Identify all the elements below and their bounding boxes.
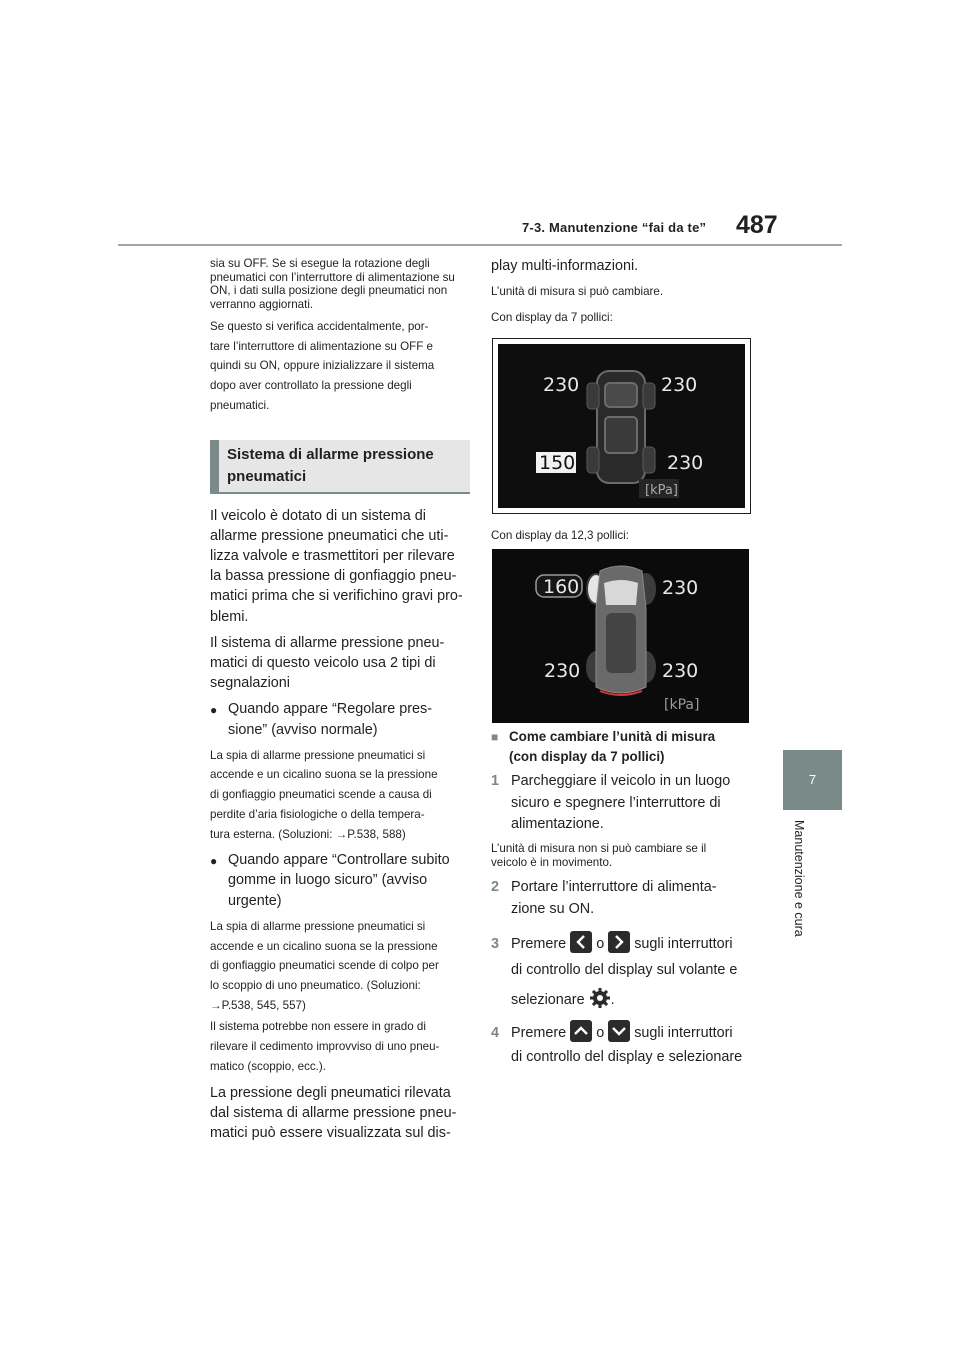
bullet-item (210, 699, 470, 739)
text-line: Come cambiare l’unità di misura (509, 729, 716, 744)
text-line: gomme in luogo sicuro” (avviso (228, 872, 428, 889)
chevron-up-icon (570, 1020, 592, 1042)
header-divider (118, 244, 842, 246)
text-line: dal sistema di allarme pressione pneu- (210, 1104, 457, 1121)
text-line: pneumatici. (210, 398, 270, 412)
text-line: di controllo del display e selezionare (511, 1048, 743, 1065)
text-fragment: Premere (511, 935, 567, 952)
tire-value-rear-right: 230 (662, 660, 699, 682)
text-line: sione” (avviso normale) (228, 721, 378, 738)
step-2 (491, 877, 756, 920)
text-line: veicolo è in movimento. (491, 855, 613, 869)
chevron-right-icon (608, 931, 630, 953)
text-line: Il sistema potrebbe non essere in grado di (210, 1020, 426, 1034)
text-line: tare l’interruttore di alimentazione su OFF e (210, 339, 433, 353)
section-heading: Sistema di allarme pressione pneumatici (210, 440, 470, 494)
left-column (210, 257, 470, 1143)
unit-label: [kPa] (645, 483, 678, 498)
text-line: matici può essere visualizzata sul dis- (210, 1124, 451, 1141)
paragraph: play multi-informazioni. (491, 258, 639, 274)
text-line: matico (scoppio, ecc.). (210, 1059, 326, 1073)
bullet-icon: ● (210, 703, 218, 718)
note (210, 917, 470, 1016)
paragraph (210, 506, 470, 627)
tire-value-front-right: 230 (662, 577, 699, 599)
text-fragment: o (596, 935, 605, 952)
note (491, 842, 756, 869)
text-line: dopo aver controllato la pressione degli (210, 379, 412, 393)
text-line: La spia di allarme pressione pneumatici si (210, 919, 426, 933)
text-line: Quando appare “Controllare subito (228, 852, 450, 869)
step-number: 3 (491, 935, 500, 952)
text-line: quindi su ON, oppure inizializzare il sistema (210, 359, 435, 373)
step-1 (491, 771, 756, 836)
step-number: 4 (491, 1024, 500, 1041)
text-line: di gonfiaggio pneumatici scende a causa di (210, 788, 432, 802)
text-line: blemi. (210, 608, 249, 625)
text-line: lo scoppio di uno pneumatico. (Soluzioni: (210, 978, 421, 992)
tire-value-front-left: 230 (543, 374, 580, 396)
text-line: segnalazioni (210, 675, 291, 692)
text-fragment: sugli interruttori (634, 935, 733, 952)
text-line: la bassa pressione di gonfiaggio pneu- (210, 568, 457, 585)
text-line: Il sistema di allarme pressione pneu- (210, 634, 445, 651)
text-fragment: selezionare (511, 991, 585, 1008)
square-bullet-icon: ■ (491, 730, 499, 744)
text-line: Se questo si verifica accidentalmente, por- (210, 320, 429, 333)
tire-pressure-display-7in (492, 338, 751, 514)
text-line: matici prima che si verifichino gravi pro- (210, 588, 463, 605)
note (210, 746, 470, 845)
text-line: accende e un cicalino suona se la pressione (210, 939, 438, 953)
section-title: 7-3. Manutenzione “fai da te” (522, 220, 707, 235)
step-number: 1 (491, 773, 500, 789)
unit-label: [kPa] (664, 697, 700, 713)
chevron-down-icon (608, 1020, 630, 1042)
tire-value-rear-left: 230 (544, 660, 581, 682)
text-line: urgente) (228, 892, 282, 909)
text-line: accende e un cicalino suona se la pressione (210, 768, 438, 782)
step-number: 2 (491, 879, 500, 896)
tire-value-front-left: 160 (543, 576, 580, 598)
text-line: perdite d’aria fisiologiche o della tempera- (210, 807, 425, 821)
tire-value-rear-right: 230 (667, 452, 704, 474)
text-line: Portare l’interruttore di alimenta- (511, 879, 717, 896)
text-line: La pressione degli pneumatici rilevata (210, 1084, 451, 1101)
text-line: lizza valvole e trasmettitori per rilevare (210, 547, 455, 564)
text-fragment: . (610, 991, 615, 1008)
text-fragment: sugli interruttori (634, 1024, 733, 1041)
text-line: sicuro e spegnere l’interruttore di (511, 794, 721, 811)
text-line: Il veicolo è dotato di un sistema di (210, 507, 426, 524)
text-line: alimentazione. (511, 816, 604, 833)
subheading (491, 727, 756, 767)
step-3 (491, 931, 756, 1013)
text-line: allarme pressione pneumatici che uti- (210, 527, 449, 544)
note: L’unità di misura si può cambiare. (491, 285, 664, 299)
text-line: matici di questo veicolo usa 2 tipi di (210, 654, 436, 671)
step-4 (491, 1021, 756, 1069)
figure-caption: Con display da 12,3 pollici: (491, 529, 629, 542)
chapter-tab: 7 (783, 750, 842, 810)
paragraph: sia su OFF. Se si esegue la rotazione degli pneumatici con l’interruttore di alimentazione su ON, i dati sulla posizione degli pneumatici non verranno aggiornati. (210, 257, 455, 311)
paragraph (210, 1083, 470, 1144)
bullet-item (210, 850, 470, 911)
text-line: rilevare il cedimento improvviso di uno pneu- (210, 1040, 440, 1054)
tire-pressure-figure-12in (492, 549, 749, 723)
text-line: tura esterna. (Soluzioni: →P.538, 588) (210, 827, 406, 841)
text-line: →P.538, 545, 557) (210, 998, 306, 1012)
figure-caption: Con display da 7 pollici: (491, 310, 613, 324)
right-column (491, 256, 753, 328)
paragraph (210, 633, 470, 694)
text-line: L’unità di misura non si può cambiare se il (491, 842, 707, 856)
bullet-icon: ● (210, 854, 218, 869)
text-fragment: Premere (511, 1024, 567, 1041)
text-fragment: o (596, 1024, 605, 1041)
tire-value-front-right: 230 (661, 374, 698, 396)
paragraph (210, 317, 470, 416)
right-column-steps (491, 727, 756, 1069)
text-line: (con display da 7 pollici) (509, 749, 665, 764)
text-line: zione su ON. (511, 900, 595, 917)
chevron-left-icon (570, 931, 592, 953)
note (210, 1017, 470, 1076)
chapter-label: Manutenzione e cura (792, 820, 806, 937)
text-line: Quando appare “Regolare pres- (228, 701, 432, 718)
text-line: di gonfiaggio pneumatici scende di colpo per (210, 959, 439, 973)
page-number: 487 (736, 211, 778, 239)
text-line: Parcheggiare il veicolo in un luogo (511, 773, 731, 789)
right-column-caption2 (491, 526, 753, 546)
text-line: La spia di allarme pressione pneumatici si (210, 748, 426, 762)
tire-value-rear-left: 150 (539, 452, 576, 474)
text-line: di controllo del display sul volante e (511, 961, 738, 978)
tire-pressure-figure (493, 339, 750, 513)
tire-pressure-display-12in (492, 549, 749, 723)
gear-icon (589, 987, 611, 1009)
